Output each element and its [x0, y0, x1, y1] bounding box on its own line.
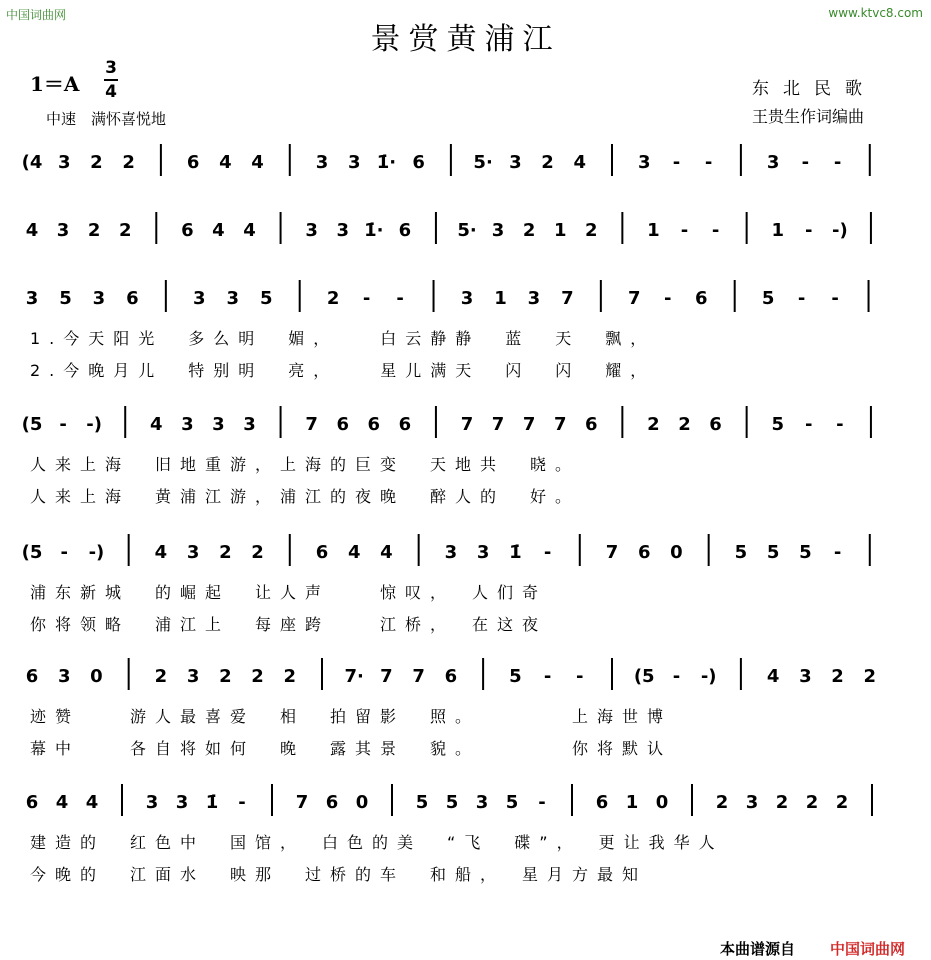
note: 2	[647, 414, 660, 435]
note: 3	[92, 288, 106, 309]
note: -	[543, 666, 552, 687]
note: 3	[56, 220, 70, 241]
note: -	[704, 152, 713, 173]
note: 3	[509, 152, 522, 173]
note: 2	[122, 152, 135, 173]
note: 3	[175, 792, 189, 813]
note: 2	[541, 152, 554, 173]
note: 2	[678, 414, 691, 435]
meter-bar	[104, 79, 118, 81]
note: 5	[734, 542, 748, 563]
notation-line	[18, 540, 898, 572]
note: 5	[799, 542, 812, 563]
note: -	[362, 288, 371, 309]
note: 3	[347, 152, 361, 173]
note: 7	[628, 288, 641, 309]
note: 2	[87, 220, 101, 241]
note: 1	[553, 220, 567, 241]
note: -	[797, 288, 806, 309]
note: 1̇·	[376, 152, 397, 173]
note: 6	[709, 414, 722, 435]
note: 1̇·	[364, 220, 384, 241]
note: -	[805, 220, 813, 241]
note: 5	[415, 792, 429, 813]
lyric-line: 人来上海 黄浦江游，浦江的夜晚 醉人的 好。	[30, 487, 581, 506]
note: 2	[326, 288, 340, 309]
note: 2	[805, 792, 819, 813]
notation-line	[18, 412, 898, 444]
note: 7	[295, 792, 309, 813]
note: 7	[380, 666, 393, 687]
note: -)	[86, 414, 102, 435]
note: 6	[25, 666, 39, 687]
note: 7	[605, 542, 619, 563]
note: -	[59, 414, 67, 435]
note: 2	[219, 666, 232, 687]
note: 6	[126, 288, 139, 309]
note: 3	[226, 288, 240, 309]
note: 4	[55, 792, 69, 813]
note: -	[831, 288, 839, 309]
note: 5	[505, 792, 519, 813]
note: 3	[476, 542, 490, 563]
note: 4	[380, 542, 393, 563]
note: 3	[57, 666, 71, 687]
note: 2	[775, 792, 789, 813]
note: 3	[212, 414, 225, 435]
note: 3	[460, 288, 474, 309]
notation-line	[18, 218, 898, 250]
note: -	[805, 414, 813, 435]
note: 5	[761, 288, 775, 309]
note: 4	[243, 220, 256, 241]
meter-bottom: 4	[105, 82, 117, 102]
lyric-line: 建造的 红色中 国馆， 白色的美 “飞 碟”， 更让我华人	[30, 833, 724, 852]
note: 4	[212, 220, 225, 241]
note: 3	[243, 414, 256, 435]
note: 7	[412, 666, 425, 687]
note: 2	[90, 152, 103, 173]
notation-svg	[18, 540, 898, 572]
note: 6	[637, 542, 651, 563]
note: 5	[445, 792, 459, 813]
note: 5	[766, 542, 780, 563]
note: 4	[154, 542, 168, 563]
note: 0	[655, 792, 669, 813]
note: 1̇	[205, 792, 219, 813]
note: -)	[700, 666, 717, 687]
note: 2	[715, 792, 729, 813]
note: -	[543, 542, 552, 563]
note: 3	[145, 792, 159, 813]
note: 0	[90, 666, 103, 687]
lyric-line: 2.今晚月儿 特别明 亮， 星儿满天 闪 闪 耀，	[30, 361, 656, 380]
note: 5·	[473, 152, 493, 173]
note: 6	[444, 666, 458, 687]
lyric-line: 幕中 各自将如何 晚 露其景 貌。 你将默认	[30, 739, 673, 758]
note: -)	[88, 542, 105, 563]
note: 3	[799, 666, 812, 687]
tempo-marking: 中速 满怀喜悦地	[46, 110, 167, 128]
note: 1	[647, 220, 660, 241]
note: 5	[509, 666, 522, 687]
note: 3	[491, 220, 505, 241]
notation-svg	[18, 150, 898, 182]
note: 3	[181, 414, 194, 435]
note: 6	[398, 220, 412, 241]
note: 7	[305, 414, 318, 435]
note: 0	[355, 792, 369, 813]
note: 2	[251, 542, 264, 563]
key-signature: 1＝A	[30, 72, 80, 96]
note: 2	[154, 666, 168, 687]
note: -	[538, 792, 546, 813]
note: 3	[315, 152, 329, 173]
note: 4	[150, 414, 163, 435]
note: 3	[637, 152, 651, 173]
note: 1̇	[509, 542, 522, 563]
note: -	[833, 542, 842, 563]
note: -	[801, 152, 810, 173]
note: 1	[771, 220, 784, 241]
note: 6	[325, 792, 339, 813]
note: -	[711, 220, 720, 241]
note: 2	[585, 220, 598, 241]
note: 3	[745, 792, 759, 813]
song-title: 景赏黄浦江	[370, 22, 561, 57]
note: 7	[522, 414, 536, 435]
note: 6	[315, 542, 329, 563]
note: 3	[444, 542, 458, 563]
notation-line	[18, 150, 898, 182]
note: 1	[625, 792, 639, 813]
note: 3	[475, 792, 489, 813]
note: 5	[259, 288, 273, 309]
note: 4	[251, 152, 264, 173]
note: (5	[21, 542, 43, 563]
note: -	[576, 666, 584, 687]
note: 2	[219, 542, 232, 563]
note: 3	[527, 288, 541, 309]
note: 0	[670, 542, 683, 563]
notation-svg	[18, 664, 898, 696]
lyric-line: 1.今天阳光 多么明 媚， 白云静静 蓝 天 飘，	[30, 329, 656, 348]
note: -	[396, 288, 404, 309]
note: 7·	[344, 666, 364, 687]
note: 4	[25, 220, 39, 241]
note: 6	[412, 152, 425, 173]
note: 4	[766, 666, 780, 687]
time-signature	[104, 58, 118, 102]
notation-line	[18, 664, 898, 696]
note: 3	[186, 666, 200, 687]
note: 2	[283, 666, 297, 687]
note: 6	[367, 414, 381, 435]
song-author: 王贵生作词编曲	[752, 107, 865, 126]
note: (5	[633, 666, 655, 687]
note: 4	[573, 152, 587, 173]
note: 2	[118, 220, 132, 241]
note: 6	[694, 288, 708, 309]
note: -	[664, 288, 672, 309]
note: 7	[460, 414, 474, 435]
note: 3	[305, 220, 318, 241]
notation-line	[18, 790, 898, 822]
note: 5	[59, 288, 72, 309]
note: 3	[336, 220, 349, 241]
note: 6	[25, 792, 39, 813]
note: (4	[21, 152, 43, 173]
notation-line	[18, 286, 898, 318]
lyric-line: 人来上海 旧地重游，上海的巨变 天地共 晓。	[30, 455, 581, 474]
note: 5	[771, 414, 784, 435]
lyric-line: 浦东新城 的崛起 让人声 惊叹， 人们奇	[30, 583, 548, 602]
note: (5	[21, 414, 43, 435]
note: -	[60, 542, 68, 563]
note: 4	[85, 792, 99, 813]
note: 7	[491, 414, 505, 435]
song-origin: 东北民歌	[752, 79, 876, 99]
lyric-line: 迹赞 游人最喜爱 相 拍留影 照。 上海世博	[30, 707, 673, 726]
note: 2	[522, 220, 536, 241]
note: -	[680, 220, 689, 241]
note: 4	[219, 152, 232, 173]
note: 6	[398, 414, 412, 435]
notation-svg	[18, 286, 898, 318]
note: 2	[251, 666, 264, 687]
lyric-line: 你将领略 浦江上 每座跨 江桥， 在这夜	[30, 615, 548, 634]
note: -	[672, 666, 681, 687]
notation-svg	[18, 790, 898, 822]
note: 3	[766, 152, 780, 173]
footer-source: 本曲谱源自	[720, 940, 796, 958]
note: 3	[193, 288, 206, 309]
note: 5·	[457, 220, 477, 241]
note: 6	[595, 792, 609, 813]
note: 4	[347, 542, 361, 563]
note: -	[672, 152, 681, 173]
note: 3	[186, 542, 200, 563]
notation-svg	[18, 412, 898, 444]
note: 6	[186, 152, 200, 173]
note: -	[833, 152, 842, 173]
note: 6	[336, 414, 349, 435]
footer-site: 中国词曲网	[830, 940, 906, 958]
note: 1	[494, 288, 507, 309]
note: 3	[25, 288, 39, 309]
note: 7	[553, 414, 567, 435]
note: 7	[561, 288, 574, 309]
watermark-left: 中国词曲网	[6, 8, 67, 22]
watermark-right: www.ktvc8.com	[828, 6, 923, 20]
notation-svg	[18, 218, 898, 250]
note: 2	[863, 666, 877, 687]
meter-top: 3	[105, 58, 117, 78]
note: 2	[831, 666, 844, 687]
note: 6	[585, 414, 598, 435]
note: -	[238, 792, 246, 813]
lyric-line: 今晚的 江面水 映那 过桥的车 和船， 星月方最知	[30, 865, 648, 884]
note: -	[836, 414, 844, 435]
note: 6	[181, 220, 194, 241]
note: 3	[57, 152, 71, 173]
note: -)	[832, 220, 848, 241]
note: 2	[835, 792, 849, 813]
